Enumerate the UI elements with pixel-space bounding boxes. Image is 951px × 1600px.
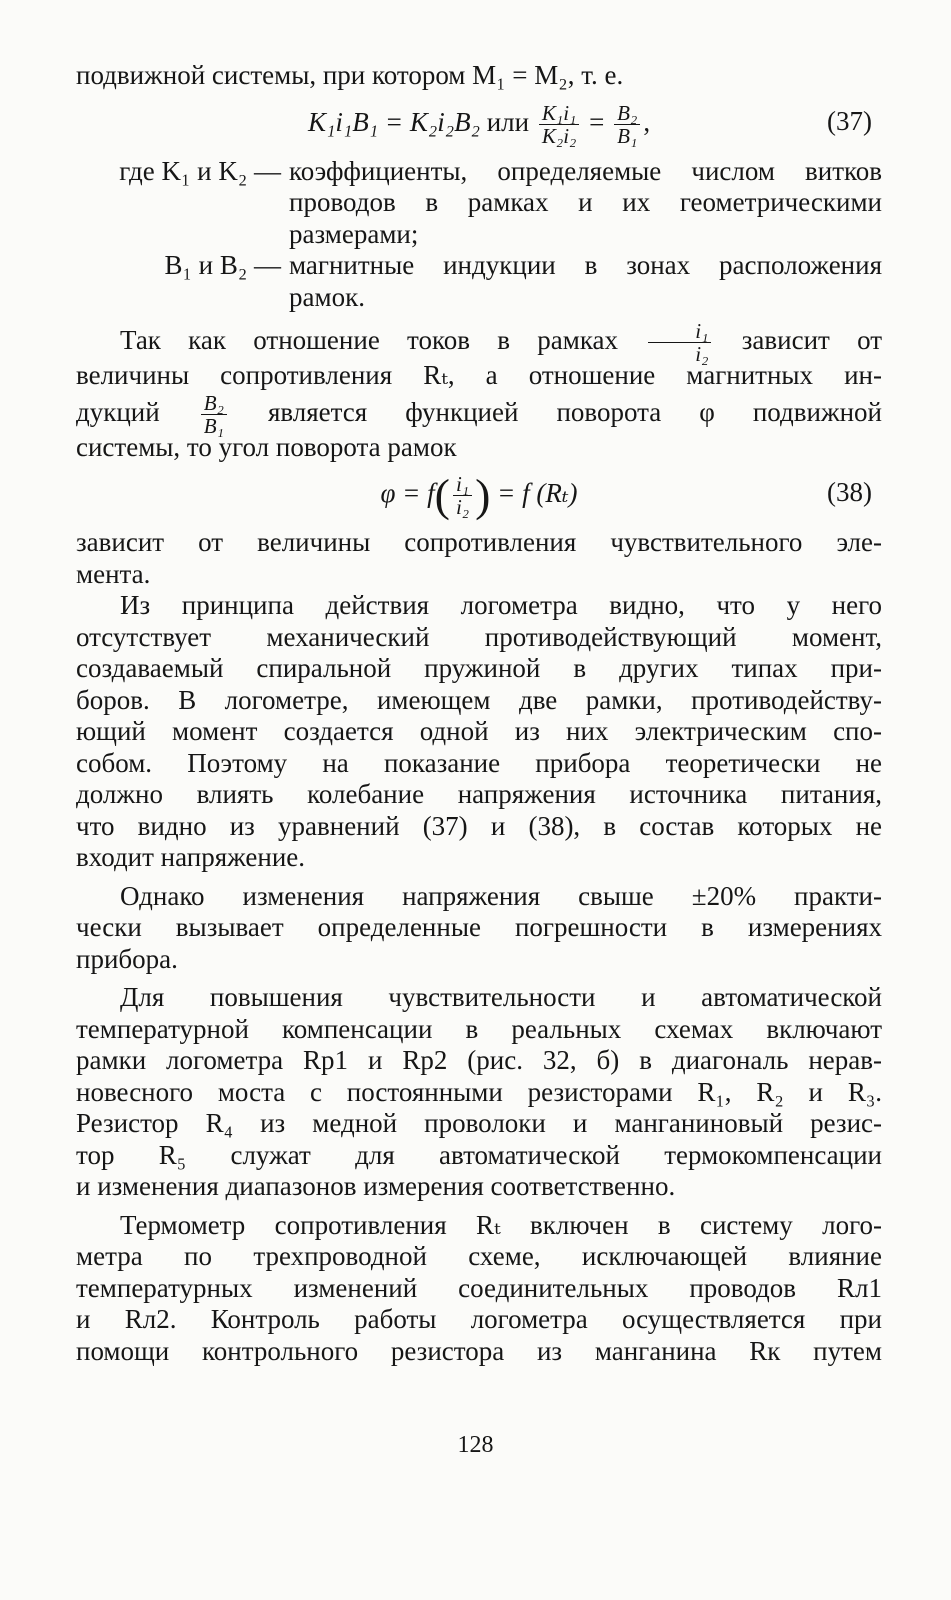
text-line: тор R₅ служат для автоматической термокомпенсации	[76, 1139, 882, 1170]
formula-37-or: или	[486, 106, 530, 137]
text-line: магнитные индукции в зонах расположения	[289, 250, 882, 280]
text-line: системы, то угол поворота рамок	[76, 431, 457, 462]
fraction-denominator: i₂	[695, 342, 709, 367]
formula-37-body	[76, 102, 882, 147]
fraction-numerator: B₂	[614, 102, 640, 125]
text-line: и изменения диапазонов измерения соответственно.	[76, 1171, 676, 1201]
text-line: рамки логометра Rр1 и Rр2 (рис. 32, б) в диагональ нерав-	[76, 1045, 882, 1075]
text-line: помощи контрольного резистора из манганина Rк путем	[76, 1335, 882, 1366]
formula-38-lhs: φ = f	[380, 477, 435, 508]
equation-number-37: (37)	[827, 105, 872, 136]
definition-k	[76, 156, 882, 251]
paren-close: )	[475, 469, 491, 521]
paragraph-1	[76, 320, 882, 463]
text-line: и Rл2. Контроль работы логометра осуществляется при	[76, 1304, 882, 1334]
book-page	[76, 60, 882, 1367]
text-line: метра по трехпроводной схеме, исключающей влияние	[76, 1241, 882, 1271]
definition-term: B₁ и B₂ —	[164, 250, 281, 280]
text-line: собом. Поэтому на показание прибора теоретически не	[76, 747, 882, 778]
text-line: мента.	[76, 558, 151, 589]
text-line: прибора.	[76, 943, 178, 974]
fraction-numerator: i₁	[453, 473, 472, 496]
text-span: является функцией поворота φ подвижной	[267, 396, 883, 427]
text-line: коэффициенты, определяемые числом витков	[289, 155, 882, 186]
text-line: размерами;	[289, 218, 419, 249]
induction-ratio-fraction	[201, 392, 227, 437]
formula-37-fraction-2	[614, 102, 640, 147]
definition-text	[289, 156, 882, 251]
text-line: зависит от величины сопротивления чувствительного эле-	[76, 527, 882, 557]
text-line: проводов в рамках и их геометрическими	[289, 187, 882, 217]
fraction-numerator: K₁i₁	[539, 102, 580, 125]
text-line: входит напряжение.	[76, 842, 306, 872]
text-line: величины сопротивления Rₜ, а отношение магнитных ин-	[76, 360, 882, 390]
text-line: температурных изменений соединительных проводов Rл1	[76, 1272, 882, 1303]
text-line: новесного моста с постоянными резисторами R₁, R₂ и R₃.	[76, 1076, 882, 1107]
fraction-denominator: B₁	[617, 123, 638, 148]
paragraph-2	[76, 527, 882, 590]
fraction-denominator: K₂i₂	[541, 123, 577, 148]
definition-term: где K₁ и K₂ —	[119, 155, 281, 186]
definition-b	[76, 250, 882, 313]
text-line: Термометр сопротивления Rₜ включен в систему лого-	[120, 1209, 882, 1240]
definition-text	[289, 250, 882, 313]
text-line: Для повышения чувствительности и автоматической	[120, 982, 882, 1012]
equation-number-38: (38)	[827, 477, 872, 507]
fraction-numerator: i₁	[648, 320, 711, 343]
text-line: создаваемый спиральной пружиной в других типах при-	[76, 653, 882, 683]
paragraph-5	[76, 982, 882, 1203]
text-line: температурной компенсации в реальных схемах включают	[76, 1013, 882, 1044]
formula-37	[76, 92, 882, 154]
formula-38-rhs: = f (Rₜ)	[497, 477, 578, 508]
fraction-denominator: i₂	[455, 495, 470, 520]
formula-38-body	[76, 469, 882, 521]
text-span: Так как отношение токов в рамках	[120, 325, 619, 355]
formula-38	[76, 463, 882, 527]
text-line: чески вызывает определенные погрешности в измерениях	[76, 912, 882, 942]
text-line: Резистор R₄ из медной проволоки и манганиновый резис-	[76, 1108, 882, 1138]
page-number: 128	[457, 1432, 494, 1458]
text-line: отсутствует механический противодействующий момент,	[76, 621, 882, 652]
text-span: дукций	[76, 396, 160, 427]
text-line: должно влиять колебание напряжения источника питания,	[76, 779, 882, 809]
text-span: зависит от	[741, 325, 883, 355]
paragraph-3	[76, 590, 882, 874]
intro-line: подвижной системы, при котором M₁ = M₂, т. е.	[76, 60, 624, 90]
text-line: Однако изменения напряжения свыше ±20% практи-	[120, 880, 882, 911]
fraction-denominator: B₁	[203, 413, 224, 438]
text-line	[76, 390, 883, 438]
current-ratio-fraction	[648, 320, 711, 365]
paren-open: (	[434, 469, 450, 521]
paragraph-6	[76, 1210, 882, 1368]
text-line: что видно из уравнений (37) и (38), в состав которых не	[76, 810, 882, 841]
text-line	[76, 319, 883, 367]
formula-37-comma: ,	[643, 106, 651, 137]
formula-37-equals: =	[589, 106, 605, 137]
formula-37-left: K₁i₁B₁ = K₂i₂B₂	[307, 106, 480, 137]
definitions	[76, 156, 882, 314]
text-line: рамок.	[289, 281, 365, 312]
formula-37-fraction-1	[539, 102, 580, 147]
fraction-numerator: B₂	[201, 392, 227, 415]
paragraph-4	[76, 881, 882, 976]
text-line: ющий момент создается одной из них электрическим спо-	[76, 716, 882, 746]
text-line: боров. В логометре, имеющем две рамки, противодейству-	[76, 684, 882, 715]
formula-38-fraction	[453, 473, 472, 518]
text-line: Из принципа действия логометра видно, что у него	[120, 590, 882, 620]
